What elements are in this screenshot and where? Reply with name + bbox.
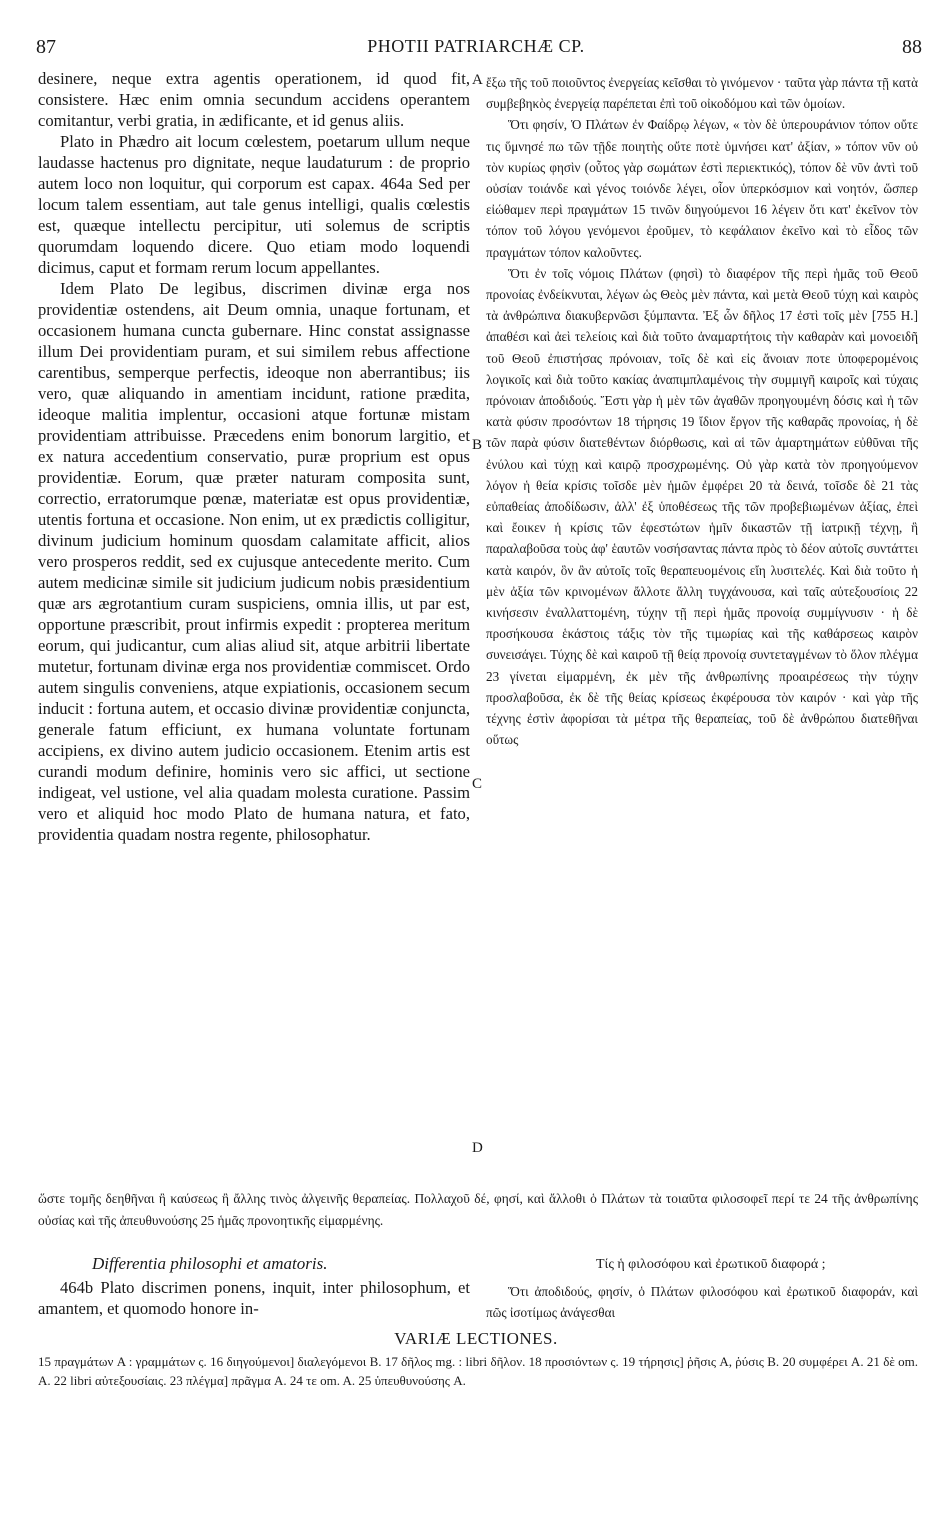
latin-section-heading: Differentia philosophi et amatoris. — [92, 1254, 328, 1273]
left-page-number: 87 — [36, 36, 56, 58]
margin-marker-c: C — [472, 776, 483, 792]
margin-marker-b: B — [472, 437, 483, 453]
greek-fullwidth-paragraph: ὥστε τομῆς δεηθῆναι ἢ καύσεως ἢ ἄλλης τινὸς ἀλγεινῆς θεραπείας. Πολλαχοῦ δέ, φησί, καὶ ἄλλοθι ὁ Πλάτων τὰ τοιαῦτα φιλοσοφεῖ περί τε 24 τῆς ἀνθρωπίνης οὐσίας καὶ τῆς ἀπευθυνούσης 25 ἡμᾶς προνοητικῆς εἱμαρμένης. — [38, 1191, 918, 1228]
right-page-number: 88 — [902, 36, 922, 58]
running-title: PHOTII PATRIARCHÆ CP. — [367, 36, 585, 56]
variae-lectiones-title: VARIÆ LECTIONES. — [394, 1329, 558, 1348]
greek-column — [486, 72, 918, 1188]
greek-section-text — [486, 1281, 918, 1323]
variae-lectiones-text: 15 πραγμάτων A : γραμμάτων ς. 16 διηγούμενοι] διαλεγόμενοι B. 17 δῆλος mg. : libri δῆλον. 18 προσιόντων ς. 19 τήρησις] ῥῆσις A, ῥύσις B. 20 συμφέρει A. 21 δὲ om. A. 22 libri αὐτεξουσίαις. 23 πλέγμα] πρᾶγμα A. 24 τε om. A. 25 ὑπευθυνούσης A. — [38, 1354, 918, 1388]
greek-section-heading: Τίς ἡ φιλοσόφου καὶ ἐρωτικοῦ διαφορά ; — [596, 1257, 826, 1272]
latin-section-text — [38, 1277, 470, 1319]
latin-paragraph-2: Plato in Phædro ait locum cœlestem, poetarum ullum neque laudasse hactenus pro dignitate, neque laudaturum : de proprio autem loco non loquitur, qui corporum est capax. 464a Sed per locum talem essentiam, aut tale genus intelligi, qualis cœlestis est, quæque intellectu percipitur, uti solemus de scriptis quorumdam loquendo dicere. Quo etiam modo loquendi dicimus, caput et formam rerum locum appellantes. — [38, 132, 470, 277]
greek-paragraph-3: Ὅτι ἐν τοῖς νόμοις Πλάτων (φησὶ) τὸ διαφέρον τῆς περὶ ἡμᾶς τοῦ Θεοῦ προνοίας ἐνδείκνυται, λέγων ὡς Θεὸς μὲν πάντα, καὶ μετὰ Θεοῦ τύχη καὶ καιρὸς τὰ ἀνθρώπινα διακυβερνῶσι ξύμπαντα. Ἐξ ὧν δῆλος 17 ἐστὶ τοῖς μὲν [755 H.] ἀπαθέσι καὶ ἀεὶ τελείοις καὶ διὰ τοῦτο ἀναμαρτήτοις τὴν καθαρὰν καὶ μονοειδῆ τοῦ Θεοῦ ἐπιστήσας πρόνοιαν, τοῖς δὲ καὶ εἰς ἄνοιαν ποτε ὑποφερομένοις λογικοῖς καὶ διὰ τοῦτο κακίας ἀναπιμπλαμένοις τὴν συμμιγῆ καιροῖς καὶ τύχαις πρόνοιαν ἀποδιδούς. Ἔστι γὰρ ἡ μὲν τῶν ἀγαθῶν προηγουμένη δόσις καὶ ἡ τῶν κατὰ φύσιν προσόντων 18 τήρησις 19 ἴδιον ἔργον τῆς καθαρᾶς προνοίας, ἡ δὲ τῶν παρὰ φύσιν διατεθέντων διόρθωσις, καὶ αἱ τῶν ἁμαρτημάτων εὐθῦναι τῆς ἐνύλου καὶ τύχῃ καὶ καιρῷ προσχρωμένης. Οὐ γὰρ κατὰ τὸν προηγούμενον λόγον ἡ θεία κρίσις τοῖσδε μὲν ἡμῶν ἐμφέρει 20 τὰ δεινά, τοῖσδε δὲ 21 τὰς εὐπαθείας ἀποδίδωσιν, ἀλλ' ἐξ ὑποθέσεως τῆς τῶν προβεβιωμένων ἀξίας, ἐπεὶ καὶ ἔοικεν ἡ κρίσις τῶν ἐφεστώτων ἡμῖν δικαστῶν τῇ ἰατρικῇ τέχνῃ, ἣ παραλαβοῦσα τοὺς ἀφ' ἑαυτῶν νοσήσαντας πάντα πρὸς τὸ δέον αὐτοῖς συντάττει κατὰ καιρόν, ὃν ἂν αὐτοῖς τοῖς θεραπευομένοις εἴη λυσιτελές. Καὶ διὰ τοῦτο ἡ μὲν ἀξία τῶν κρινομένων ἄλλοτε ἄλλη τυγχάνουσα, καὶ ταῖς αὐτεξουσίοις 22 κινήσεσιν ἐναλλαττομένη, τύχην τῇ περὶ ἡμᾶς προνοίᾳ συμμίγνυσιν · ἡ δὲ προσήκουσα ἑκάστοις τάξις τὸν τῆς τιμωρίας καὶ τῆς καθάρσεως καιρὸν συνεισάγει. Τύχης δὲ καὶ καιροῦ τῇ θείᾳ προνοίᾳ συντεταγμένων τὸ ὅλον πλέγμα 23 γίνεται εἱμαρμένη, ἐκ μὲν τῆς ἀνθρωπίνης προαιρέσεως τὴν τύχην προσλαβοῦσα, ἐκ δὲ τῆς θείας κρίσεως ἐκφέρουσα τὸν καιρόν · καὶ γὰρ τῆς τέχνης ἐστὶν ἀφορίσαι τὰ μέτρα τῆς θεραπείας, τοῦ δὲ ἀνθρώπου διατεθῆναι οὕτως — [486, 265, 918, 748]
margin-marker-a: A — [472, 72, 483, 88]
latin-column — [38, 68, 470, 1188]
latin-paragraph-1: desinere, neque extra agentis operationem, id quod fit, consistere. Hæc enim omnia secundum accidens operantem comitantur, verbi gratia, in ædificante, et id genus aliis. — [38, 69, 470, 130]
latin-section-paragraph: 464b Plato discrimen ponens, inquit, inter philosophum, et amantem, et quomodo honore in- — [38, 1278, 470, 1318]
latin-paragraph-3: Idem Plato De legibus, discrimen divinæ erga nos providentiæ ostendens, ait Deum omnia, unaque fortunam, et occasionem humana cuncta gubernare. Hinc constat assignasse illum Dei providentiam puram, et sui similem rebus affectione carentibus, semperque perfectis, ideoque non aberrantibus; iis vero, quæ aliquando in amentiam incidunt, ratione prædita, ideoque malitia implentur, occasioni atque fortunæ mistam providentiam attribuisse. Præcedens enim bonorum largitio, et ex natura accedentium conservatio, puræ proprium est opus providentiæ. Eorum, quæ præter naturam composita sunt, correctio, erratorumque pœnæ, materiatæ est opus providentiæ, utentis fortuna et occasione. Non enim, ut ex prædictis colligitur, divinum judicium hominum quosdam calamitate afficit, alios vero prosperos reddit, sed ex cujusque antecedente merito. Cum autem medicinæ simile sit judicium judicum nobis præsidentium quæ ars ægrotantium curam suspiciens, omnia illis, ut par est, opportune præscribit, prout infirmis expedit : propterea meritum eorum, qui judicantur, cum alias aliud sit, atque arbitrii libertate mutetur, fortunam divinæ erga nos providentiæ commiscet. Ordo autem singulis conveniens, atque expiationis, occasionem secum inducit : fortuna autem, et occasio divinæ providentiæ conjuncta, generale fatum efficiunt, ex humana voluntate fortunam accipiens, ex divino autem judicio occasionem. Etenim artis est curandi modum definire, hominis vero sic affici, ut sectione indigeat, vel ustione, vel alia quadam molesta curatione. Passim vero et aliquid hoc modo Plato de humana natura, et fato, providentia quadam nostra regente, philosophatur. — [38, 279, 470, 844]
greek-section-paragraph: Ὅτι ἀποδιδούς, φησίν, ὁ Πλάτων φιλοσόφου καὶ ἐρωτικοῦ διαφοράν, καὶ πῶς ἰσοτίμως ἀνάγεσθαι — [486, 1284, 918, 1321]
greek-fullwidth-text — [38, 1188, 918, 1231]
running-header — [24, 36, 928, 66]
margin-marker-d: D — [472, 1140, 483, 1156]
greek-paragraph-2: Ὅτι φησίν, Ὁ Πλάτων ἐν Φαίδρῳ λέγων, « τὸν δὲ ὑπερουράνιον τόπον οὔτε τις ὕμνησέ πω τῶν τῇδε ποιητὴς οὔτε ποτὲ ὑμνήσει κατ' ἀξίαν, » τόπον νῦν οὐ τὸν κυρίως φησὶν (οὗτος γὰρ σωμάτων ἐστὶ περιεκτικός), τόπον δὲ νῦν ἀντὶ τοῦ οὐσίαν τοιάνδε καὶ γένος τοιόνδε λέγει, οἷον ὑπερκόσμιον καὶ νοητόν, ὥσπερ εἰώθαμεν περὶ πραγμάτων 15 τινῶν διηγούμενοι 16 λέγειν ὅτι κατ' ἐκεῖνον τὸν τόπον τοῦ λόγου γενόμενοι ἐροῦμεν, τὸ κεφάλαιον ἐκεῖνο καὶ τὸ εἶδος τῶν πραγμάτων τόπον καλοῦντες. — [486, 117, 918, 260]
greek-paragraph-1: ἔξω τῆς τοῦ ποιοῦντος ἐνεργείας κεῖσθαι τὸ γινόμενον · ταῦτα γὰρ πάντα τῇ κατὰ συμβεβηκὸς ἐνεργείᾳ παρέπεται ἐπὶ τοῦ οἰκοδόμου καὶ τῶν ὁμοίων. — [486, 75, 918, 112]
